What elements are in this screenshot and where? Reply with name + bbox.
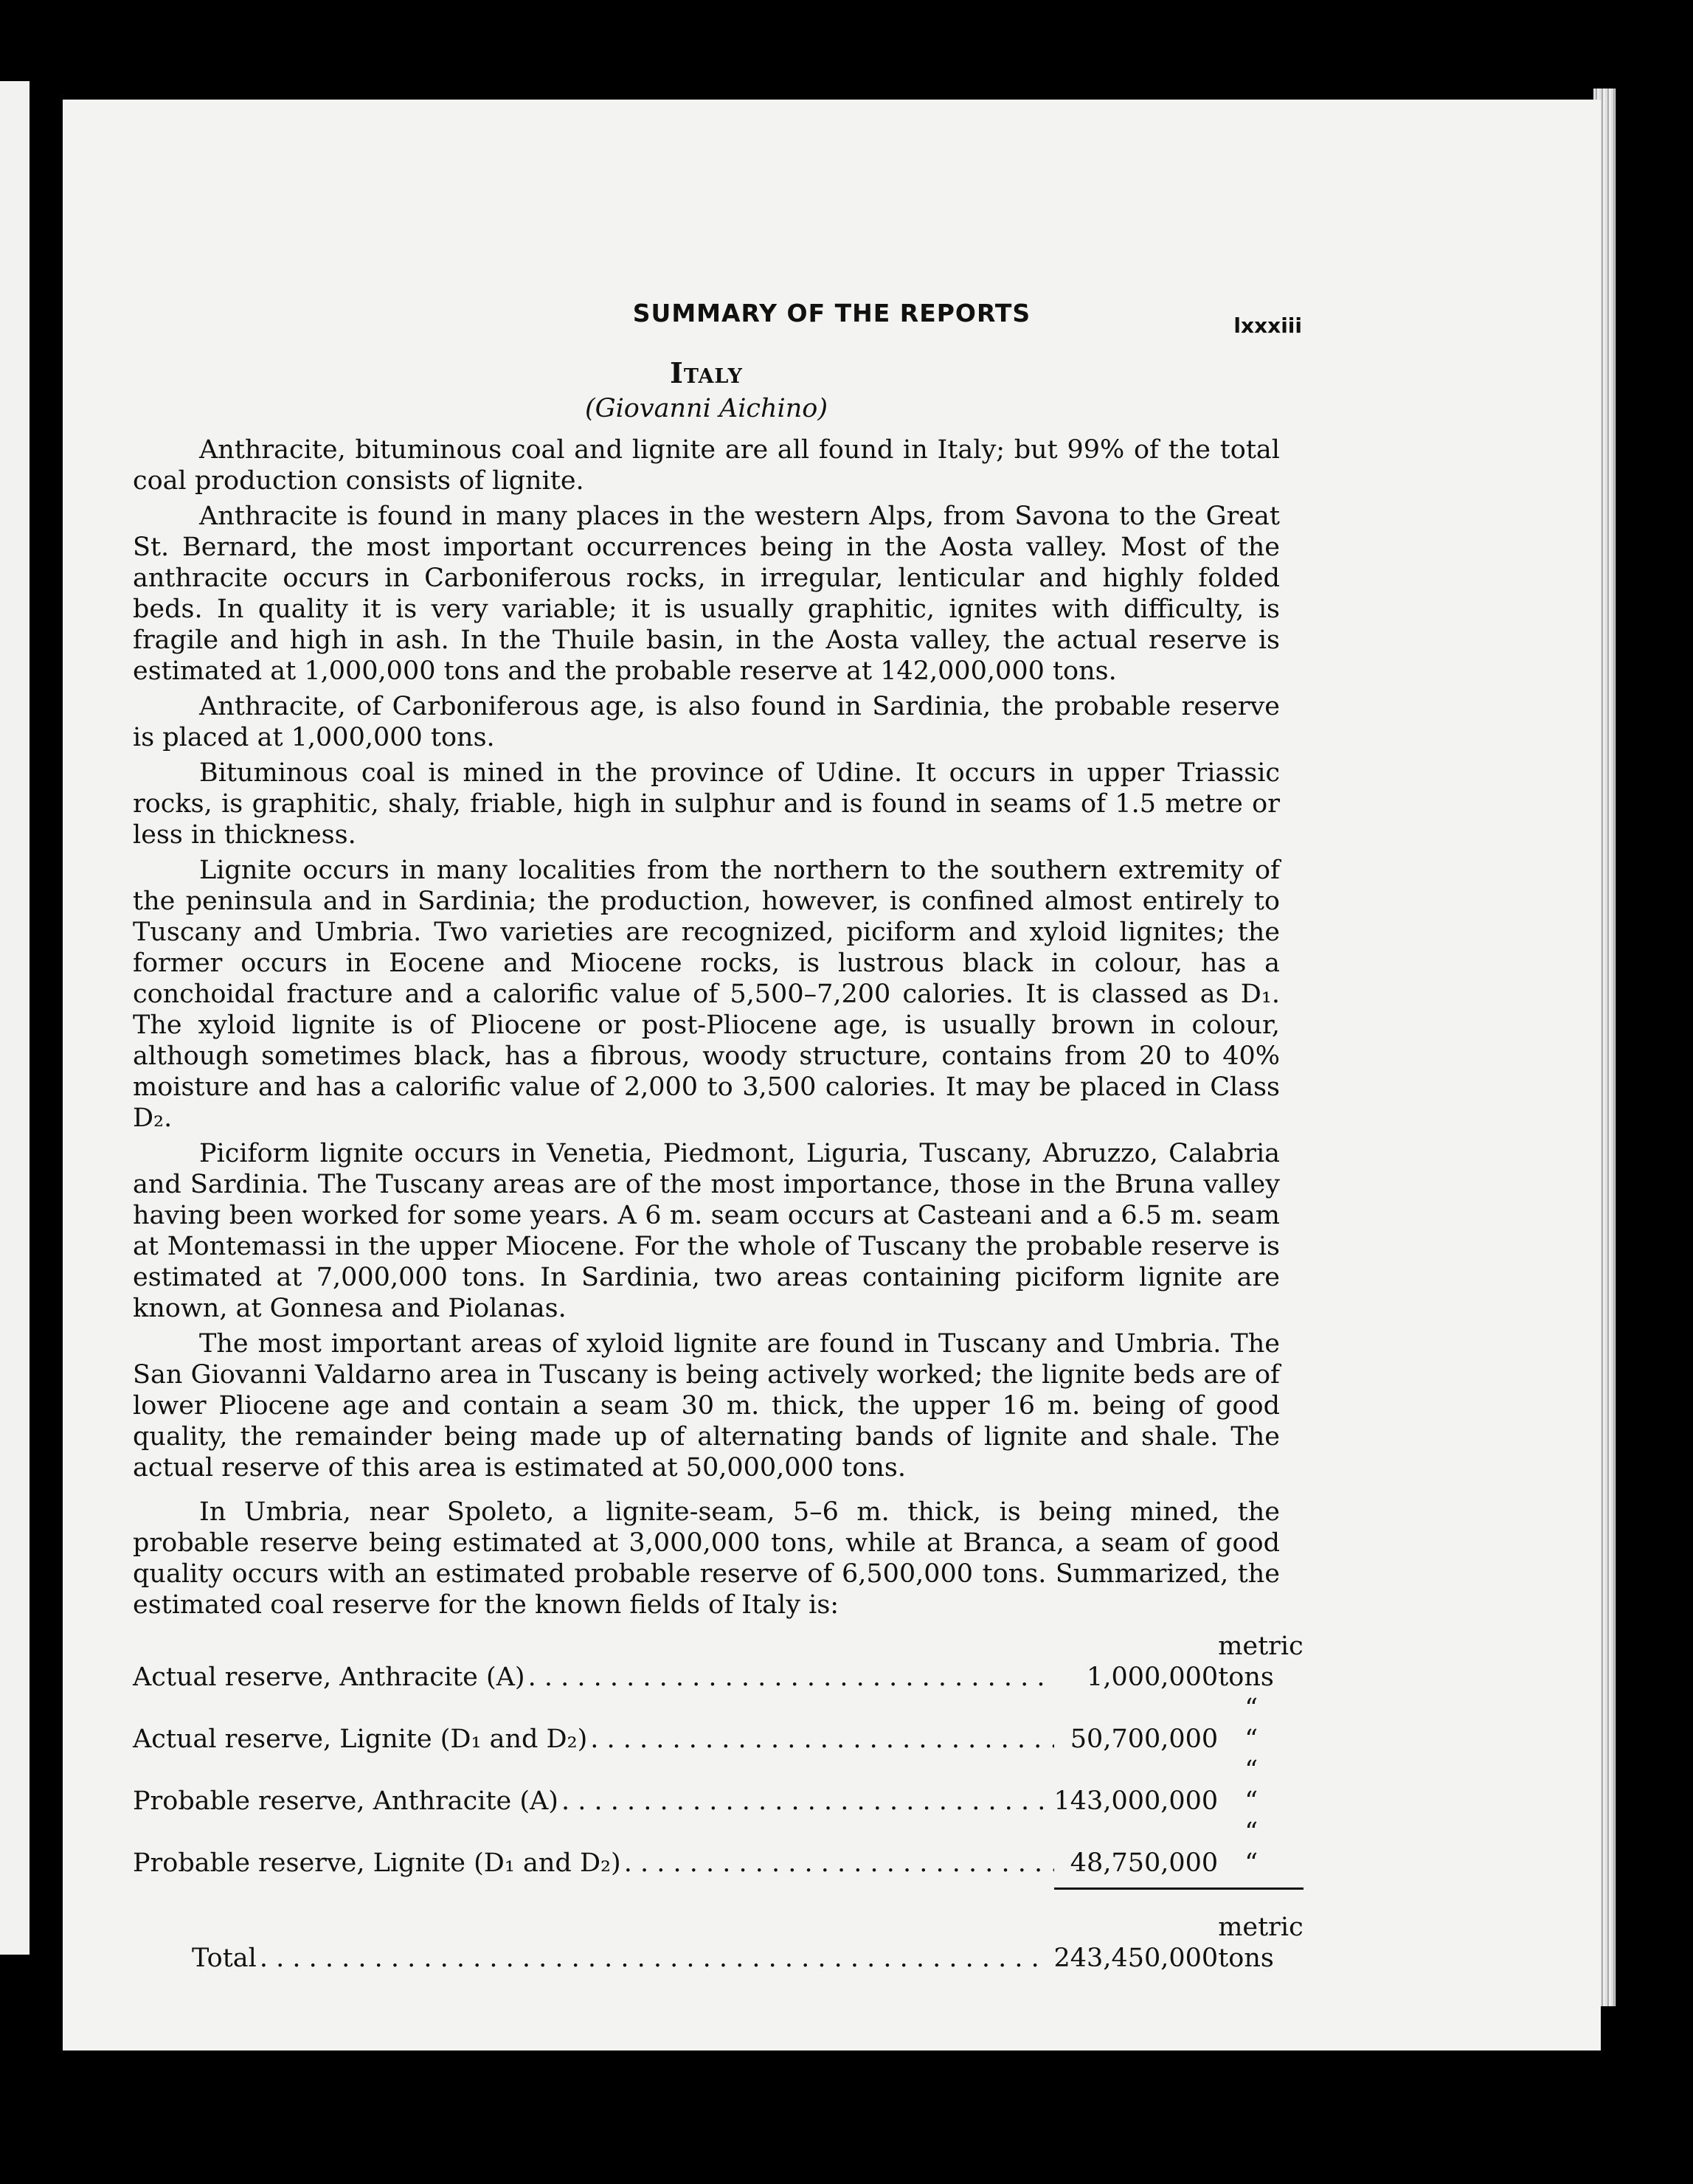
reserve-amount: 1,000,000 — [1087, 1663, 1219, 1692]
total-unit: metric tons — [1218, 1913, 1303, 1973]
paragraph: Bituminous coal is mined in the province of Udine. It occurs in upper Triassic rocks, is graphitic, shaly, friable, high in sulphur and is found in seams of 1.5 metre or less in thickness. — [133, 758, 1280, 850]
table-row — [133, 1631, 1303, 1693]
reserve-summary-table — [133, 1631, 1303, 1974]
table-row — [133, 1693, 1303, 1755]
leader-dots — [624, 1848, 1054, 1879]
leader-dots — [561, 1786, 1054, 1817]
ditto-mark: “ — [1244, 1786, 1259, 1816]
paragraph: In Umbria, near Spoleto, a lignite-seam, 5–6 m. thick, is being mined, the probable reserve being estimated at 3,000,000 tons, while at Branca, a seam of good quality occurs with an estimated probable reserve of 6,500,000 tons. Summarized, the estimated coal reserve for the known fields of Italy is: — [133, 1497, 1280, 1620]
reserve-label: Actual reserve, Lignite (D₁ and D₂) — [133, 1724, 588, 1754]
book-page — [63, 100, 1601, 2050]
ditto-mark: “ — [1244, 1848, 1259, 1878]
ditto-mark: “ — [1244, 1755, 1259, 1785]
ditto-mark: “ — [1244, 1817, 1259, 1847]
ditto-mark: “ — [1244, 1724, 1259, 1754]
reserve-unit: metric tons — [1218, 1632, 1303, 1692]
paragraph: The most important areas of xyloid lignite are found in Tuscany and Umbria. The San Giovanni Valdarno area in Tuscany is being actively worked; the lignite beds are of lower Pliocene age and contain a seam 30 m. thick, the upper 16 m. being of good quality, the remainder being made up of alternating bands of lignite and shale. The actual reserve of this area is estimated at 50,000,000 tons. — [133, 1329, 1280, 1483]
page-number: lxxxiii — [1233, 313, 1302, 338]
reserve-amount: 143,000,000 — [1053, 1786, 1219, 1816]
running-head: SUMMARY OF THE REPORTS — [632, 299, 1031, 327]
paragraph: Piciform lignite occurs in Venetia, Piedmont, Liguria, Tuscany, Abruzzo, Calabria and Sardinia. The Tuscany areas are of the most importance, those in the Bruna valley having been worked for some years. A 6 m. seam occurs at Casteani and a 6.5 m. seam at Montemassi in the upper Miocene. For the whole of Tuscany the probable reserve is estimated at 7,000,000 tons. In Sardinia, two areas containing piciform lignite are known, at Gonnesa and Piolanas. — [133, 1139, 1280, 1323]
total-rule-row — [133, 1879, 1303, 1889]
section-author: (Giovanni Aichino) — [585, 394, 828, 423]
table-row — [133, 1817, 1303, 1879]
total-row — [133, 1889, 1303, 1975]
total-label: Total — [192, 1944, 257, 1973]
paragraph: Anthracite, of Carboniferous age, is also found in Sardinia, the probable reserve is placed at 1,000,000 tons. — [133, 692, 1280, 752]
reserve-amount: 50,700,000 — [1070, 1724, 1219, 1754]
reserve-amount: 48,750,000 — [1070, 1848, 1219, 1878]
leader-dots — [260, 1943, 1054, 1974]
section-title: Italy — [670, 356, 743, 389]
reserve-label: Probable reserve, Anthracite (A) — [133, 1786, 558, 1816]
paragraph: Anthracite, bituminous coal and lignite are all found in Italy; but 99% of the total coal production consists of lignite. — [133, 435, 1280, 496]
paragraph: Lignite occurs in many localities from the northern to the southern extremity of the peninsula and in Sardinia; the production, however, is confined almost entirely to Tuscany and Umbria. Two varieties are recognized, piciform and xyloid lignites; the former occurs in Eocene and Miocene rocks, is lustrous black in colour, has a conchoidal fracture and a calorific value of 5,500–7,200 calories. It is classed as D₁. The xyloid lignite is of Pliocene or post-Pliocene age, is usually brown in colour, although sometimes black, has a fibrous, woody structure, contains from 20 to 40% moisture and has a calorific value of 2,000 to 3,500 calories. It may be placed in Class D₂. — [133, 856, 1280, 1133]
facing-page-edge — [0, 81, 30, 1955]
leader-dots — [528, 1662, 1054, 1693]
total-amount: 243,450,000 — [1053, 1944, 1219, 1973]
reserve-label: Probable reserve, Lignite (D₁ and D₂) — [133, 1848, 621, 1878]
leader-dots — [590, 1724, 1053, 1755]
ditto-mark: “ — [1244, 1694, 1259, 1723]
reserve-label: Actual reserve, Anthracite (A) — [133, 1663, 525, 1692]
paragraph: Anthracite is found in many places in the western Alps, from Savona to the Great St. Bernard, the most important occurrences being in the Aosta valley. Most of the anthracite occurs in Carboniferous rocks, in irregular, lenticular and highly folded beds. In quality it is very variable; it is usually graphitic, ignites with difficulty, is fragile and high in ash. In the Thuile basin, in the Aosta valley, the actual reserve is estimated at 1,000,000 tons and the probable reserve at 142,000,000 tons. — [133, 502, 1280, 686]
total-rule — [1054, 1879, 1303, 1889]
table-row — [133, 1755, 1303, 1817]
page-content — [133, 350, 1303, 1974]
